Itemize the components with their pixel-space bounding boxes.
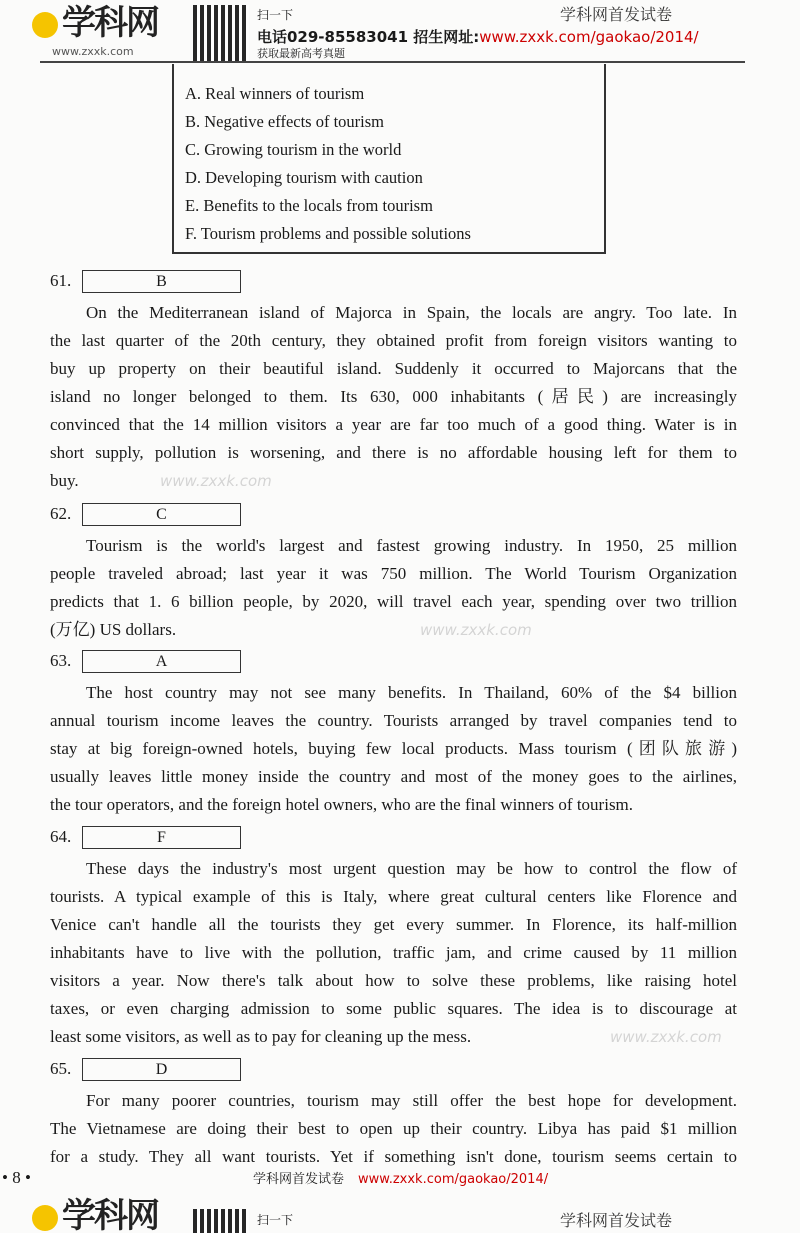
logo-url: www.zxxk.com — [52, 45, 134, 58]
question-number: 63. — [50, 651, 72, 670]
paragraph-line: for a study. They all want tourists. Yet if something isn't done, tourism seems certain to — [50, 1147, 737, 1166]
paragraph-line: For many poorer countries, tourism may still offer the best hope for development. — [86, 1091, 737, 1110]
zxxk-logo — [32, 4, 158, 42]
paragraph-line: the tour operators, and the foreign hotel owners, who are the final winners of tourism. — [50, 795, 634, 814]
paragraph-line: On the Mediterranean island of Majorca in Spain, the locals are angry. Too late. In — [86, 303, 737, 322]
paragraph-line: people traveled abroad; last year it was 750 million. The World Tourism Organization — [50, 564, 737, 583]
answer-box[interactable]: A — [82, 650, 241, 673]
paragraph-line: tourists. A typical example of this is Italy, where great cultural centers like Florence and — [50, 887, 737, 906]
first-release-label: 学科网首发试卷 — [560, 1211, 673, 1230]
watermark: www.zxxk.com — [610, 1028, 722, 1046]
option-item: D. Developing tourism with caution — [185, 168, 423, 187]
phone-text: 电话029-85583041 — [257, 28, 409, 46]
option-item: A. Real winners of tourism — [185, 84, 365, 103]
paragraph-line: The host country may not see many benefits. In Thailand, 60% of the $4 billion — [86, 683, 737, 702]
zxxk-logo — [32, 1197, 158, 1233]
paragraph-line: Tourism is the world's largest and fastest growing industry. In 1950, 25 million — [86, 536, 737, 555]
answer-box[interactable]: B — [82, 270, 241, 293]
paragraph-line: These days the industry's most urgent question may be how to control the flow of — [86, 859, 737, 878]
question-number: 65. — [50, 1059, 72, 1078]
paragraph-line: predicts that 1. 6 billion people, by 2020, will travel each year, spending over two trillion — [50, 592, 737, 611]
latest-text: 获取最新高考真题 — [257, 47, 345, 60]
footer-mark — [253, 1172, 548, 1188]
answer-box[interactable]: C — [82, 503, 241, 526]
option-item: E. Benefits to the locals from tourism — [185, 196, 433, 215]
mascot-icon — [32, 1205, 58, 1231]
footer-url[interactable]: www.zxxk.com/gaokao/2014/ — [358, 1172, 549, 1187]
paragraph-line: short supply, pollution is worsening, and there is no affordable housing left for them to — [50, 443, 737, 462]
paragraph-line: the last quarter of the 20th century, they obtained profit from foreign visitors wanting to — [50, 331, 737, 350]
watermark: www.zxxk.com — [160, 472, 272, 490]
answer-box[interactable]: D — [82, 1058, 241, 1081]
header-divider — [40, 61, 745, 63]
paragraph-line: stay at big foreign-owned hotels, buying few local products. Mass tourism (团队旅游) — [50, 739, 737, 758]
paragraph-line: annual tourism income leaves the country. Tourists arranged by travel companies tend to — [50, 711, 737, 730]
page-number: • 8 • — [2, 1168, 31, 1187]
question-number: 62. — [50, 504, 72, 523]
recruit-text: 招生网址: — [413, 28, 480, 46]
page-header — [0, 0, 800, 66]
paragraph-line: visitors a year. Now there's talk about how to solve these problems, like raising hotel — [50, 971, 737, 990]
logo-text: 学科网 — [62, 1196, 158, 1233]
scan-text: 扫一下 — [257, 1213, 294, 1227]
option-item: B. Negative effects of tourism — [185, 112, 385, 131]
paragraph-line: (万亿) US dollars. — [50, 620, 177, 639]
option-item: C. Growing tourism in the world — [185, 140, 402, 159]
recruit-url[interactable]: www.zxxk.com/gaokao/2014/ — [479, 28, 699, 46]
mascot-icon — [32, 12, 58, 38]
footer-mark-text: 学科网首发试卷 — [253, 1172, 345, 1187]
paragraph-line: convinced that the 14 million visitors a year are far too much of a good thing. Water is in — [50, 415, 737, 434]
option-item: F. Tourism problems and possible solutions — [185, 224, 471, 243]
logo-text: 学科网 — [62, 3, 158, 43]
contact-line — [257, 29, 699, 46]
paragraph-line: buy. — [50, 471, 79, 490]
question-number: 61. — [50, 271, 72, 290]
scan-text: 扫一下 — [257, 8, 294, 22]
paragraph-line: inhabitants have to live with the pollution, traffic jam, and crime caused by 11 million — [50, 943, 737, 962]
paragraph-line: Venice can't handle all the tourists they get every summer. In Florence, its half-million — [50, 915, 737, 934]
paragraph-line: taxes, or even charging admission to some public squares. The idea is to discourage at — [50, 999, 737, 1018]
first-release-label: 学科网首发试卷 — [560, 5, 673, 24]
paragraph-line: buy up property on their beautiful island. Suddenly it occurred to Majorcans that the — [50, 359, 737, 378]
paragraph-line: The Vietnamese are doing their best to open up their country. Libya has paid $1 million — [50, 1119, 737, 1138]
qr-code-icon — [193, 1209, 249, 1233]
paragraph-line: least some visitors, as well as to pay for cleaning up the mess. — [50, 1027, 472, 1046]
paragraph-line: usually leaves little money inside the country and most of the money goes to the airlines, — [50, 767, 737, 786]
question-number: 64. — [50, 827, 72, 846]
answer-box[interactable]: F — [82, 826, 241, 849]
paragraph-line: island no longer belonged to them. Its 630, 000 inhabitants (居民) are increasingly — [50, 387, 737, 406]
page-footer — [0, 1195, 800, 1233]
watermark: www.zxxk.com — [420, 621, 532, 639]
qr-code-icon — [193, 5, 249, 61]
